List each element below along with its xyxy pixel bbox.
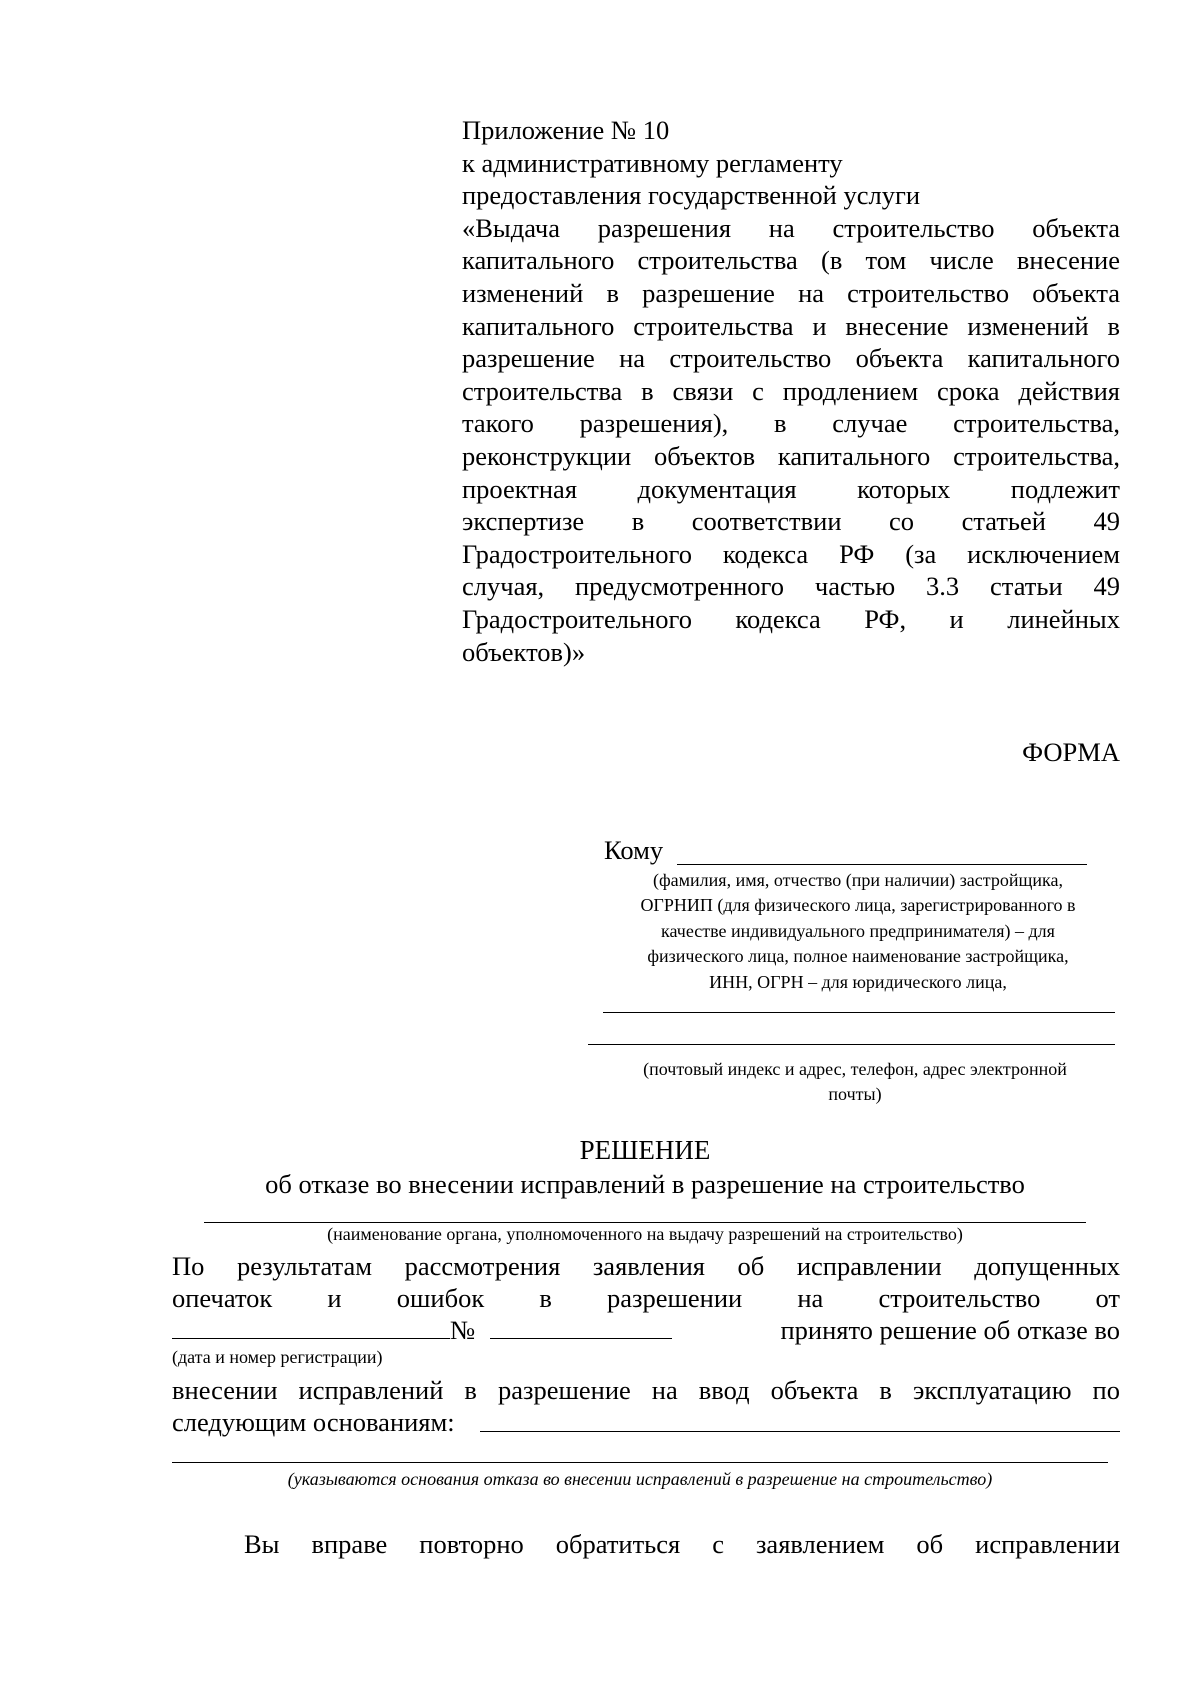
annex-service-line: случая, предусмотренного частью 3.3 статьи 49 [462, 571, 1120, 602]
recipient-note-line: ИНН, ОГРН – для юридического лица, [709, 971, 1007, 992]
reasons-field-continued[interactable] [172, 1462, 1108, 1463]
address-note [590, 1057, 1120, 1108]
annex-service-line: Градостроительного кодекса РФ, и линейных [462, 603, 1120, 634]
recipient-note-line: (фамилия, имя, отчество (при наличии) застройщика, [653, 870, 1063, 890]
annex-line: Приложение № 10 [462, 115, 670, 145]
registration-number-field[interactable] [490, 1337, 672, 1339]
address-note-line: почты) [828, 1084, 882, 1105]
recipient-note-line: ОГРНИП (для физического лица, зарегистрированного в [640, 895, 1076, 916]
recipient-label: Кому [604, 835, 664, 865]
annex-service-line: капитального строительства (в том числе внесение [462, 245, 1120, 276]
organ-note: (наименование органа, уполномоченного на выдачу разрешений на строительство) [327, 1224, 963, 1244]
body-line: Вы вправе повторно обратиться с заявлением об исправлении [244, 1529, 1120, 1559]
body-line: внесении исправлений в разрешение на ввод объекта в эксплуатацию по [172, 1375, 1120, 1405]
annex-line: предоставления государственной услуги [462, 180, 921, 211]
recipient-name-field[interactable] [677, 864, 1087, 865]
annex-header [462, 114, 1120, 668]
annex-service-line: экспертизе в соответствии со статьей 49 [462, 506, 1120, 537]
annex-service-line: такого разрешения), в случае строительства, [462, 408, 1120, 439]
body-line-registration [172, 1314, 1120, 1346]
registration-date-field[interactable] [172, 1337, 450, 1339]
reasons-note: (указываются основания отказа во внесении исправлений в разрешение на строительство) [287, 1469, 993, 1489]
body-line-reasons [172, 1406, 1120, 1438]
annex-service-line: реконструкции объектов капитального строительства, [462, 440, 1120, 471]
number-sign: № [450, 1315, 476, 1345]
body-line: опечаток и ошибок в разрешении на строительство от [172, 1283, 1120, 1313]
annex-service-line: «Выдача разрешения на строительство объекта [462, 212, 1120, 243]
annex-service-line: строительства в связи с продлением срока действия [462, 375, 1120, 406]
annex-service-line: проектная документация которых подлежит [462, 473, 1120, 504]
recipient-note [598, 868, 1118, 995]
annex-service-line: Градостроительного кодекса РФ (за исключением [462, 538, 1120, 569]
form-label: ФОРМА [1022, 737, 1120, 767]
recipient-note-line: физического лица, полное наименование застройщика, [647, 946, 1069, 967]
annex-line: к административному регламенту [462, 147, 843, 178]
decision-subtitle: об отказе во внесении исправлений в разрешение на строительство [265, 1169, 1025, 1199]
reasons-field[interactable] [480, 1430, 1120, 1432]
annex-service-line: разрешение на строительство объекта капитального [462, 343, 1120, 374]
annex-service-line: капитального строительства и внесение изменений в [462, 310, 1120, 341]
body-line-tail: принято решение об отказе во [780, 1315, 1120, 1345]
address-note-line: (почтовый индекс и адрес, телефон, адрес электронной [643, 1059, 1067, 1079]
recipient-note-line: качестве индивидуального предпринимателя) – для [661, 920, 1055, 941]
date-number-note: (дата и номер регистрации) [172, 1347, 383, 1367]
reasons-label: следующим основаниям: [172, 1407, 455, 1437]
annex-service-line: объектов)» [462, 636, 586, 667]
decision-title: РЕШЕНИЕ [579, 1135, 711, 1165]
body-line: По результатам рассмотрения заявления об исправлении допущенных [172, 1251, 1120, 1281]
annex-service-line: изменений в разрешение на строительство объекта [462, 277, 1120, 308]
recipient-address-field[interactable] [588, 1044, 1115, 1045]
recipient-details-field[interactable] [603, 1012, 1115, 1013]
